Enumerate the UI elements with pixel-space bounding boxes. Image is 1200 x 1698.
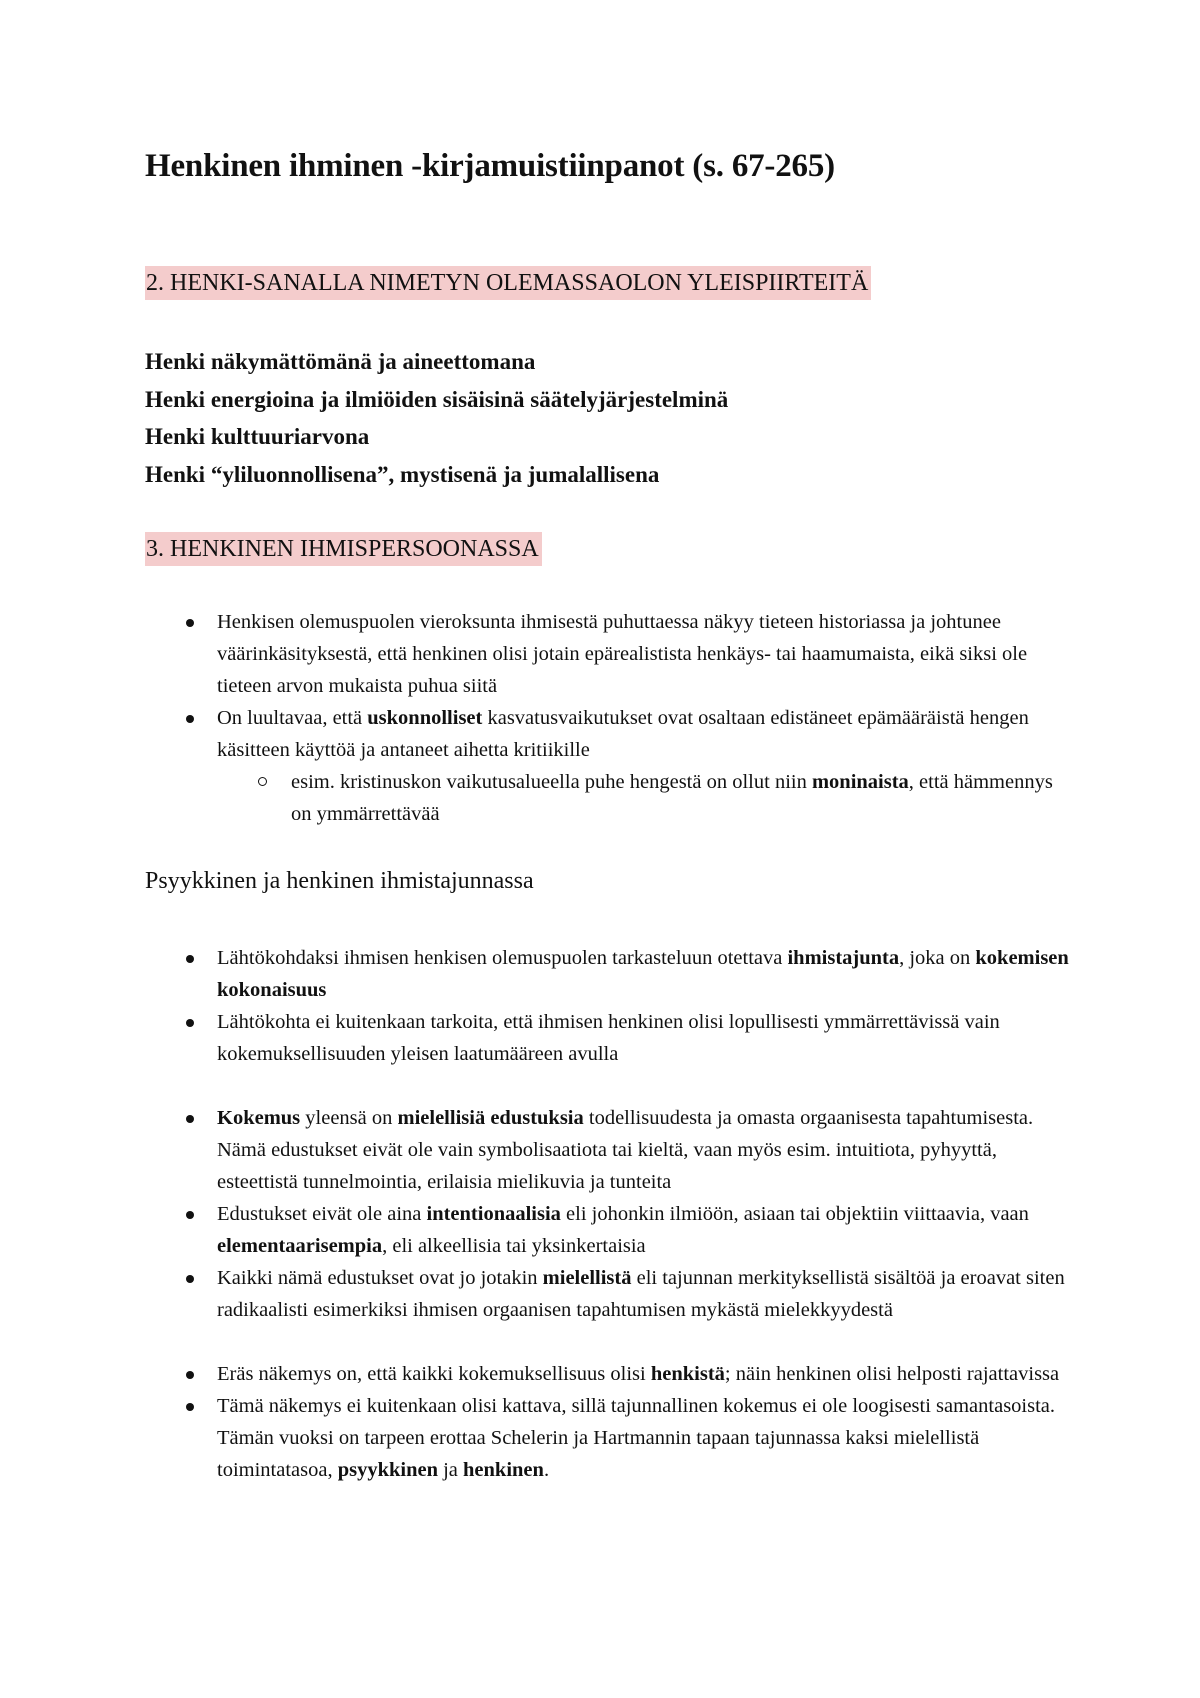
- list-item: Henki “yliluonnollisena”, mystisenä ja jumalallisena: [145, 461, 660, 487]
- section-3-bullets: [217, 606, 1077, 830]
- bold-term: elementaarisempia: [217, 1235, 383, 1257]
- bullet-item: [217, 1102, 1077, 1198]
- bold-term: Kokemus: [217, 1107, 301, 1129]
- bullet-item: [217, 702, 1077, 830]
- text-run: Eräs näkemys on, että kaikki kokemuksellisuus olisi: [217, 1363, 651, 1385]
- text-run: kasvatusvaikutukset ovat osaltaan edistäneet epämääräistä hengen käsitteen käyttöä ja antaneet aihetta kritiikille: [217, 707, 1029, 761]
- text-run: ja: [437, 1459, 464, 1481]
- list-item: Henki energioina ja ilmiöiden sisäisinä säätelyjärjestelminä: [145, 386, 729, 412]
- bold-term: mielellistä: [542, 1267, 632, 1289]
- text-run: Kaikki nämä edustukset ovat jo jotakin: [217, 1267, 543, 1289]
- section-2-list: [145, 343, 728, 493]
- subsection-heading: Psyykkinen ja henkinen ihmistajunnassa: [145, 868, 534, 894]
- text-run: todellisuudesta ja omasta orgaanisesta tapahtumisesta. Nämä edustukset eivät ole vain symbolisaatiota tai kieltä, vaan myös esim. intuitiota, pyhyyttä, esteettistä tunnelmointia, erilaisia mielikuvia ja tunteita: [217, 1107, 1034, 1193]
- bold-term: kokemisen kokonaisuus: [217, 947, 1069, 1001]
- text-run: esim. kristinuskon vaikutusalueella puhe hengestä on ollut niin: [291, 771, 812, 793]
- section-3-heading: 3. HENKINEN IHMISPERSOONASSA: [145, 532, 542, 566]
- bold-term: mielellisiä edustuksia: [397, 1107, 584, 1129]
- text-run: Lähtökohdaksi ihmisen henkisen olemuspuolen tarkasteluun otettava: [217, 947, 788, 969]
- list-item: Henki kulttuuriarvona: [145, 424, 370, 449]
- bold-term: intentionaalisia: [426, 1203, 561, 1225]
- document-title: Henkinen ihminen -kirjamuistiinpanot (s. 67-265): [145, 148, 835, 184]
- bold-term: henkistä: [650, 1363, 725, 1385]
- text-run: , joka on: [899, 947, 976, 969]
- subsection-bullets: [217, 942, 1077, 1486]
- text-run: ; näin henkinen olisi helposti rajattavissa: [724, 1363, 1060, 1385]
- text-run: .: [543, 1459, 550, 1481]
- bullet-item: [217, 942, 1077, 1006]
- bold-term: henkinen: [463, 1459, 544, 1481]
- bold-term: moninaista: [811, 771, 909, 793]
- text-run: Edustukset eivät ole aina: [217, 1203, 427, 1225]
- text-run: , eli alkeellisia tai yksinkertaisia: [382, 1235, 646, 1257]
- sub-bullet-list: [217, 766, 1077, 830]
- text-run: , että hämmennys on ymmärrettävää: [291, 771, 1053, 825]
- text-run: Tämä näkemys ei kuitenkaan olisi kattava, sillä tajunnallinen kokemus ei ole loogisesti samantasoista. Tämän vuoksi on tarpeen erottaa Schelerin ja Hartmannin tapaan tajunnassa kaksi mielellistä toimintatasoa,: [217, 1395, 1056, 1481]
- section-2-heading: 2. HENKI-SANALLA NIMETYN OLEMASSAOLON YLEISPIIRTEITÄ: [145, 266, 871, 300]
- bullet-item: Henkisen olemuspuolen vieroksunta ihmisestä puhuttaessa näkyy tieteen historiassa ja johtunee väärinkäsityksestä, että henkinen olisi jotain epärealistista henkäys- tai haamumaista, eikä siksi ole tieteen arvon mukaista puhua siitä: [217, 606, 1077, 702]
- bullet-item: [217, 1198, 1077, 1262]
- text-run: eli tajunnan merkityksellistä sisältöä ja eroavat siten radikaalisti esimerkiksi ihmisen orgaanisen tapahtumisen mykästä mielekkyydestä: [217, 1267, 1065, 1321]
- bullet-item: [217, 1390, 1077, 1486]
- list-item: Henki näkymättömänä ja aineettomana: [145, 349, 536, 374]
- bullet-item: Lähtökohta ei kuitenkaan tarkoita, että ihmisen henkinen olisi lopullisesti ymmärrettävissä vain kokemuksellisuuden yleisen laatumääreen avulla: [217, 1006, 1077, 1070]
- sub-bullet-item: [291, 766, 1077, 830]
- bullet-item: [217, 1358, 1077, 1390]
- text-run: eli johonkin ilmiöön, asiaan tai objektiin viittaavia, vaan: [560, 1203, 1029, 1225]
- bold-term: ihmistajunta: [787, 947, 900, 969]
- bold-term: psyykkinen: [337, 1459, 438, 1481]
- text-run: yleensä on: [300, 1107, 398, 1129]
- bullet-item: [217, 1262, 1077, 1326]
- bold-term: uskonnolliset: [367, 707, 483, 729]
- text-run: On luultavaa, että: [217, 707, 368, 729]
